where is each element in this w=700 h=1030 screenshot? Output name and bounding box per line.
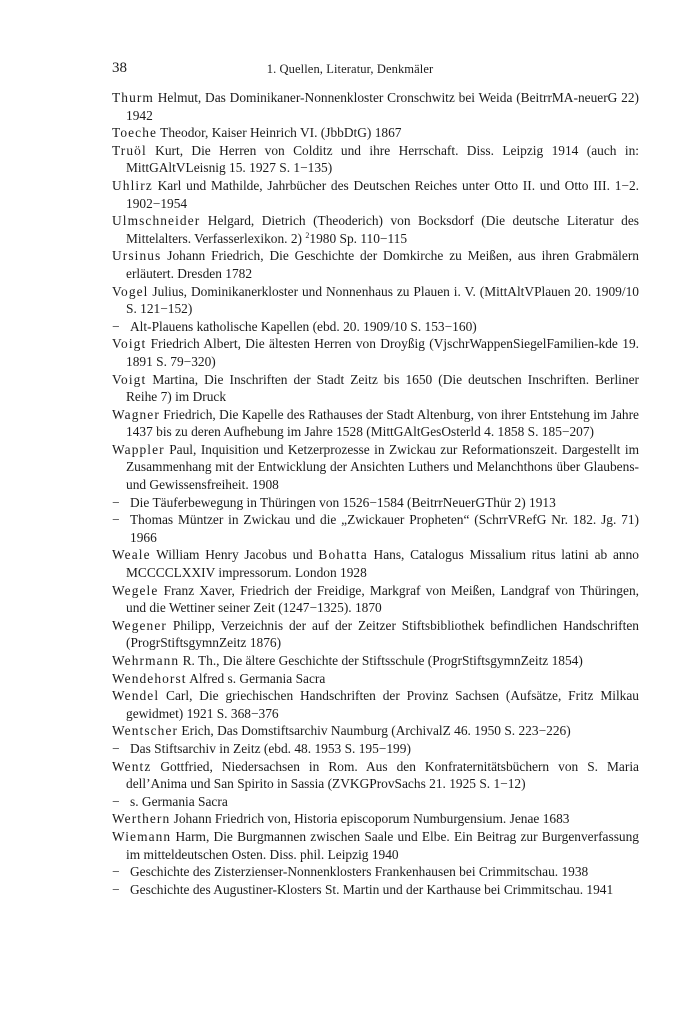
bibliography-entry <box>112 318 639 336</box>
entry-text: Theodor, Kaiser Heinrich VI. (JbbDtG) 1867 <box>157 125 402 141</box>
entry-text: Geschichte des Augustiner-Klosters St. Martin und der Karthause bei Crimmitschau. 1941 <box>130 881 614 897</box>
bibliography-entry <box>112 177 639 212</box>
continuation-dash: − <box>112 494 120 510</box>
entry-text: Gottfried, Niedersachsen in Rom. Aus den Konfraternitätsbüchern von S. Maria dell’Anima und San Spirito in Sassia (ZVKGProvSachs 21. 1925 S. 1−12) <box>126 758 639 792</box>
entry-text: Helgard, Dietrich (Theoderich) von Bocksdorf (Die deutsche Literatur des Mittelalters. Verfasserlexikon. 2) <box>126 213 639 246</box>
bibliography-entry <box>112 89 639 124</box>
entry-text: Hans, Catalogus Missalium ritus latini ab anno MCCCCLXXIV impressorum. London 1928 <box>126 547 639 581</box>
entry-author: Wentz <box>112 758 152 774</box>
entry-text: Thomas Müntzer in Zwickau und die „Zwickauer Propheten“ (SchrrVRefG Nr. 182. Jg. 71) 1966 <box>130 512 639 545</box>
bibliography-entry <box>112 617 639 652</box>
bibliography-entry <box>112 881 639 899</box>
entry-author: Voigt <box>112 336 147 352</box>
entry-text: Franz Xaver, Friedrich der Freidige, Markgraf von Meißen, Landgraf von Thüringen, und die Wettiner seiner Zeit (1247−1325). 1870 <box>126 582 639 616</box>
bibliography-entry <box>112 722 639 740</box>
entry-text: Friedrich Albert, Die ältesten Herren von Droyßig (VjschrWappenSiegelFamilien-kde 19. 1891 S. 79−320) <box>126 336 639 369</box>
entry-text: 1980 Sp. 110−115 <box>309 230 408 246</box>
entry-author: Wendel <box>112 688 160 704</box>
page-number: 38 <box>112 60 127 76</box>
entry-text: Helmut, Das Dominikaner-Nonnenkloster Cronschwitz bei Weida (BeitrrMA-neuerG 22) 1942 <box>126 90 639 123</box>
entry-text: Martina, Die Inschriften der Stadt Zeitz bis 1650 (Die deutschen Inschriften. Berliner Reihe 7) im Druck <box>126 371 639 405</box>
continuation-dash: − <box>112 864 120 880</box>
entry-author: Wentscher <box>112 723 179 739</box>
continuation-dash: − <box>112 740 120 756</box>
entry-author: Wehrmann <box>112 653 180 668</box>
bibliography-entry <box>112 371 639 406</box>
entry-author: Wagner <box>112 406 160 422</box>
entry-author: Wegener <box>112 617 167 633</box>
entry-text: Carl, Die griechischen Handschriften der Provinz Sachsen (Aufsätze, Fritz Milkau gewidmet) 1921 S. 368−376 <box>126 688 639 721</box>
bibliography-entry <box>112 212 639 247</box>
entry-author: Toeche <box>112 125 158 141</box>
entry-author: Wappler <box>112 441 165 457</box>
entry-text: Johann Friedrich von, Historia episcoporum Numburgensium. Jenae 1683 <box>170 811 570 827</box>
bibliography-entry <box>112 670 639 688</box>
bibliography-list <box>112 89 639 898</box>
bibliography-entry <box>112 494 639 512</box>
bibliography-entry <box>112 828 639 863</box>
bibliography-entry <box>112 335 639 370</box>
entry-author: Truöl <box>112 142 147 158</box>
entry-text: Karl und Mathilde, Jahrbücher des Deutschen Reiches unter Otto II. und Otto III. 1−2. 1902−1954 <box>126 177 639 211</box>
entry-author: Ulmschneider <box>112 213 201 229</box>
entry-author: Wiemann <box>112 828 172 844</box>
bibliography-entry <box>112 511 639 546</box>
entry-author: Voigt <box>112 371 147 387</box>
entry-author: Wendehorst <box>112 670 187 686</box>
entry-text: Kurt, Die Herren von Colditz und ihre Herrschaft. Diss. Leipzig 1914 (auch in: MittGAltVLeisnig 15. 1927 S. 1−135) <box>126 142 639 176</box>
bibliography-entry <box>112 283 639 318</box>
bibliography-entry <box>112 740 639 758</box>
edition-superscript: 2 <box>305 230 310 240</box>
bibliography-entry <box>112 247 639 282</box>
continuation-dash: − <box>112 793 120 809</box>
entry-author: Ursinus <box>112 248 162 264</box>
bibliography-entry <box>112 810 639 828</box>
continuation-dash: − <box>112 881 120 897</box>
bibliography-entry <box>112 546 639 581</box>
bibliography-entry <box>112 142 639 177</box>
bibliography-entry <box>112 758 639 793</box>
entry-author: Vogel <box>112 283 149 299</box>
bibliography-entry <box>112 441 639 494</box>
entry-author: Werthern <box>112 811 171 827</box>
entry-text: Die Täuferbewegung in Thüringen von 1526−1584 (BeitrrNeuerGThür 2) 1913 <box>130 494 556 510</box>
entry-author: Weale <box>112 547 151 563</box>
entry-text: Philipp, Verzeichnis der auf der Zeitzer Stiftsbibliothek befindlichen Handschriften (ProgrStiftsgymnZeitz 1876) <box>126 617 639 651</box>
running-title: 1. Quellen, Literatur, Denkmäler <box>266 62 434 76</box>
bibliography-entry <box>112 124 639 142</box>
entry-text: Harm, Die Burgmannen zwischen Saale und Elbe. Ein Beitrag zur Burgenverfassung im mitteldeutschen Osten. Diss. phil. Leipzig 1940 <box>126 828 639 862</box>
entry-text: Friedrich, Die Kapelle des Rathauses der Stadt Altenburg, von ihrer Entstehung im Jahre 1437 bis zu deren Aufhebung im Jahre 1528 (MittGAltGesOsterld 4. 1858 S. 185−207) <box>126 406 639 440</box>
entry-text: R. Th., Die ältere Geschichte der Stiftsschule (ProgrStiftsgymnZeitz 1854) <box>179 653 583 668</box>
entry-coauthor: Bohatta <box>318 547 368 563</box>
entry-author: Wegele <box>112 582 159 598</box>
continuation-dash: − <box>112 318 120 334</box>
entry-author: Thurm <box>112 90 154 105</box>
entry-text: Alt-Plauens katholische Kapellen (ebd. 20. 1909/10 S. 153−160) <box>130 318 477 334</box>
bibliography-entry <box>112 582 639 617</box>
entry-text: Geschichte des Zisterzienser-Nonnenklosters Frankenhausen bei Crimmitschau. 1938 <box>130 864 589 880</box>
bibliography-entry <box>112 652 639 670</box>
entry-text: Paul, Inquisition und Ketzerprozesse in Zwickau zur Reformationszeit. Dargestellt im Zusammenhang mit der Entwicklung der Ansichten Luthers und Melanchthons über Glaubens- und Gewissensfreiheit. 1908 <box>126 441 639 493</box>
entry-author: Uhlirz <box>112 177 153 193</box>
entry-text: Johann Friedrich, Die Geschichte der Domkirche zu Meißen, aus ihren Grabmälern erläutert. Dresden 1782 <box>126 248 639 281</box>
bibliography-entry <box>112 793 639 811</box>
bibliography-entry <box>112 863 639 881</box>
entry-text: Erich, Das Domstiftsarchiv Naumburg (ArchivalZ 46. 1950 S. 223−226) <box>178 723 571 739</box>
continuation-dash: − <box>112 512 120 528</box>
entry-text: Das Stiftsarchiv in Zeitz (ebd. 48. 1953 S. 195−199) <box>130 740 411 756</box>
entry-text: Julius, Dominikanerkloster und Nonnenhaus zu Plauen i. V. (MittAltVPlauen 20. 1909/10 S. 121−152) <box>126 283 639 317</box>
entry-text: s. Germania Sacra <box>130 793 228 809</box>
entry-text: Alfred s. Germania Sacra <box>186 670 326 686</box>
bibliography-entry <box>112 687 639 722</box>
bibliography-entry <box>112 406 639 441</box>
entry-text: William Henry Jacobus und <box>150 547 319 563</box>
